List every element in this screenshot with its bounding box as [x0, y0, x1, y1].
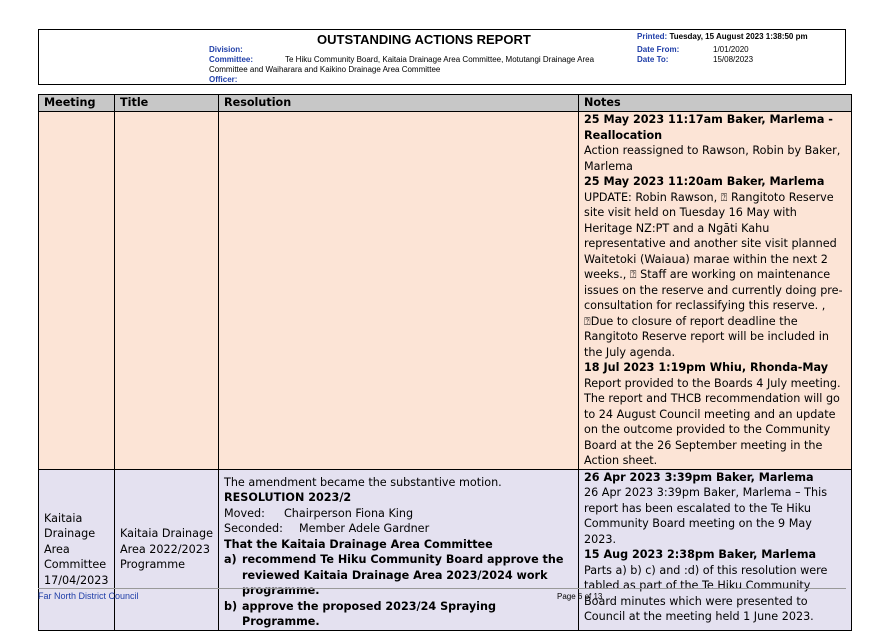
row2-resolution-cell [219, 469, 579, 630]
seconded-value: Member Adele Gardner [299, 522, 430, 535]
note-entry-text: 26 Apr 2023 3:39pm Baker, Marlema – This report has been escalated to the Te Hiku Community Board meeting on the 9 May 2023. [584, 486, 828, 546]
table-row [39, 112, 852, 470]
date-from-label: Date From: [637, 45, 680, 54]
note-entry-heading: 26 Apr 2023 3:39pm Baker, Marlema [584, 470, 814, 484]
item-b-text: approve the proposed 2023/24 Spraying Programme. [242, 599, 496, 628]
division-label: Division: [209, 45, 243, 54]
footer-page-number: Page 6 of 13 [557, 592, 603, 601]
item-a-text: recommend Te Hiku Community Board approve the reviewed Kaitaia Drainage Area 2023/2024 work programme. [242, 553, 564, 597]
moved-value: Chairperson Fiona King [284, 506, 414, 520]
note-entry-heading: 18 Jul 2023 1:19pm Whiu, Rhonda-May [584, 361, 829, 374]
committee-value-2: Committee and Waiharara and Kaikino Drainage Area Committee [209, 65, 441, 74]
row2-meeting-cell: Kaitaia Drainage Area Committee 17/04/2023 [39, 469, 115, 630]
date-to-value: 15/08/2023 [713, 55, 754, 64]
moved-label: Moved: [224, 506, 265, 520]
report-header [38, 29, 846, 85]
item-a-marker: a) [224, 553, 237, 566]
resolution-number: RESOLUTION 2023/2 [224, 491, 352, 504]
table-header-row [39, 95, 852, 112]
table-row [39, 469, 852, 630]
footer-org: Far North District Council [38, 591, 139, 601]
col-notes: Notes [579, 95, 852, 112]
note-entry-heading: 15 Aug 2023 2:38pm Baker, Marlema [584, 548, 817, 561]
date-to-label: Date To: [637, 55, 669, 64]
actions-table [38, 94, 852, 631]
resolution-item-b [224, 599, 573, 630]
note-entry-text: Parts a) b) c) and :d) of this resolution were tabled as part of the Te Hiku Community Board minutes which were presented to Council at the meeting held 1 June 2023. [584, 563, 828, 623]
item-b-marker: b) [224, 599, 238, 613]
row1-meeting-cell [39, 112, 115, 470]
note-entry-text: UPDATE: Robin Rawson, ⍰ Rangitoto Reserve site visit held on Tuesday 16 May with Heritage NZ:PT and a Ngāti Kahu representative and another site visit planned Waitetoki (Waiaua) marae within the next 2 weeks., ⍰ Staff are working on maintenance issues on the reserve and currently doing pre-consultation for reclassifying this reserve. , ⍰Due to closure of report deadline the Rangitoto Reserve report will be included in the July agenda. [584, 190, 843, 359]
col-meeting: Meeting [39, 95, 115, 112]
row1-notes-cell [579, 112, 852, 470]
row2-title-cell: Kaitaia Drainage Area 2022/2023 Programme [115, 469, 219, 630]
note-entry-heading: 25 May 2023 11:17am Baker, Marlema - Reallocation [584, 113, 833, 142]
resolution-item-a [224, 552, 573, 599]
resolution-that: That the Kaitaia Drainage Area Committee [224, 537, 493, 551]
row1-title-cell [115, 112, 219, 470]
col-resolution: Resolution [219, 95, 579, 112]
report-dates [637, 32, 808, 65]
row2-notes-cell [579, 469, 852, 630]
printed-label: Printed: [637, 32, 668, 41]
seconded-label: Seconded: [224, 522, 283, 535]
report-filters [209, 45, 619, 85]
committee-value-1: Te Hiku Community Board, Kaitaia Drainage Area Committee, Motutangi Drainage Area [285, 55, 595, 64]
row1-resolution-cell [219, 112, 579, 470]
note-entry-text: Action reassigned to Rawson, Robin by Baker, Marlema [584, 144, 841, 173]
col-title: Title [115, 95, 219, 112]
resolution-intro: The amendment became the substantive motion. [224, 475, 502, 489]
committee-label: Committee: [209, 55, 254, 64]
note-entry-heading: 25 May 2023 11:20am Baker, Marlema [584, 175, 825, 188]
date-from-value: 1/01/2020 [713, 45, 749, 54]
officer-label: Officer: [209, 75, 238, 84]
report-title: OUTSTANDING ACTIONS REPORT [317, 32, 531, 47]
note-entry-text: Report provided to the Boards 4 July meeting. The report and THCB recommendation will go to 24 August Council meeting and an update on the outcome provided to the Community Board at the 26 September meeting in the Action sheet. [584, 376, 841, 467]
printed-value: Tuesday, 15 August 2023 1:38:50 pm [669, 32, 808, 41]
footer-divider [38, 588, 846, 589]
